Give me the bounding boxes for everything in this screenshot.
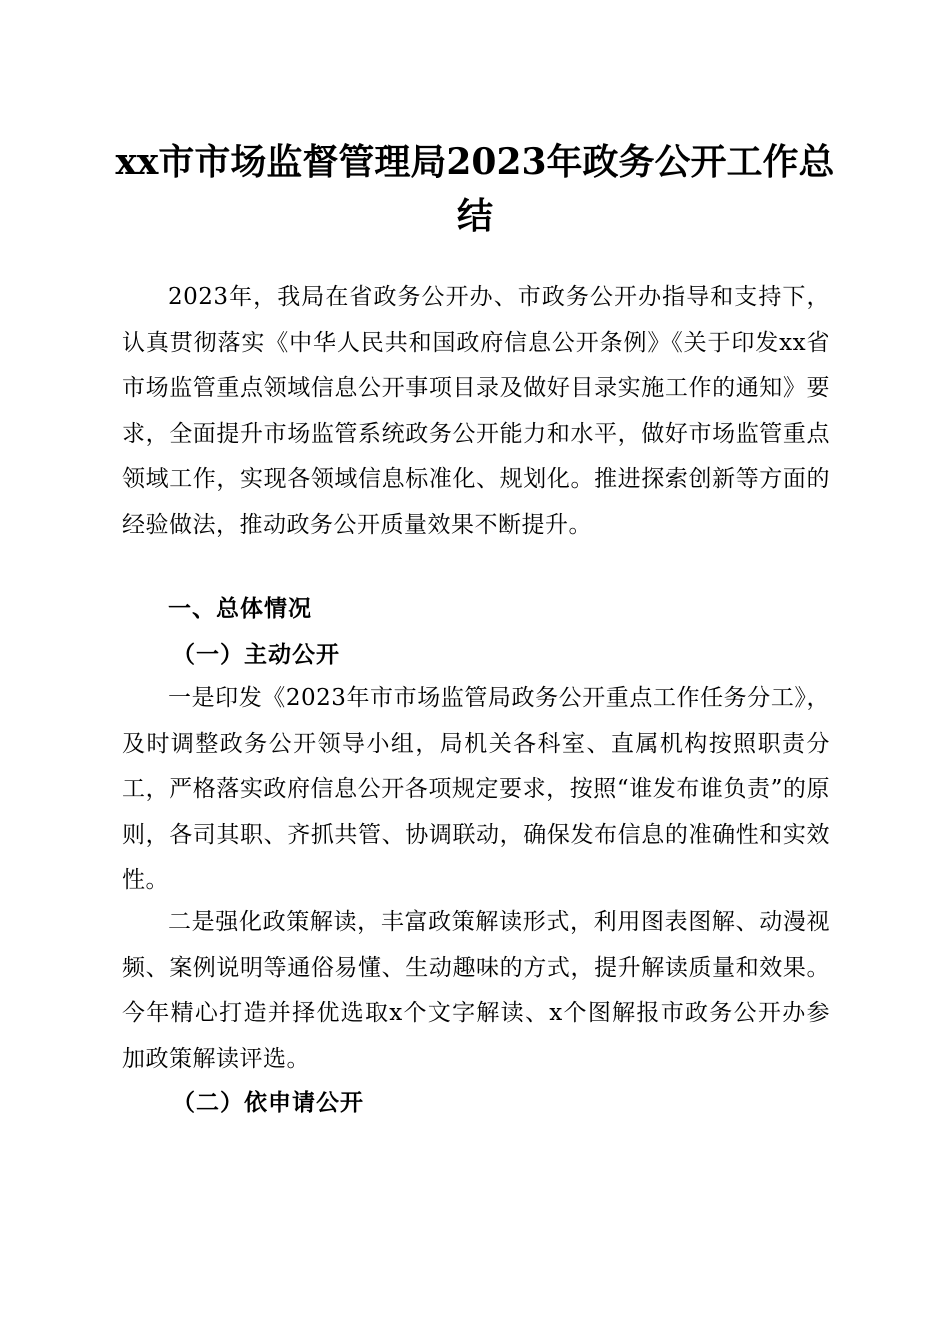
document-title: xx市市场监督管理局2023年政务公开工作总结 <box>115 141 835 237</box>
paragraph-second-point: 二是强化政策解读，丰富政策解读形式，利用图表图解、动漫视频、案例说明等通俗易懂、生动趣味的方式，提升解读质量和效果。今年精心打造并择优选取x个文字解读、x个图解报市政务公开办参加政策解读评选。 <box>122 909 830 1072</box>
subsection-heading-active-disclosure: （一）主动公开 <box>172 641 340 668</box>
subsection-heading-application-disclosure: （二）依申请公开 <box>172 1089 364 1116</box>
intro-paragraph: 2023年，我局在省政务公开办、市政务公开办指导和支持下，认真贯彻落实《中华人民共和国政府信息公开条例》《关于印发xx省市场监管重点领域信息公开事项目录及做好目录实施工作的通知》要求，全面提升市场监管系统政务公开能力和水平，做好市场监管重点领域工作，实现各领域信息标准化、规划化。推进探索创新等方面的经验做法，推动政务公开质量效果不断提升。 <box>122 284 830 538</box>
paragraph-first-point: 一是印发《2023年市市场监管局政务公开重点工作任务分工》，及时调整政务公开领导小组，局机关各科室、直属机构按照职责分工，严格落实政府信息公开各项规定要求，按照“谁发布谁负责”的原则，各司其职、齐抓共管、协调联动，确保发布信息的准确性和实效性。 <box>122 685 830 893</box>
section-heading-overview: 一、总体情况 <box>168 596 312 622</box>
